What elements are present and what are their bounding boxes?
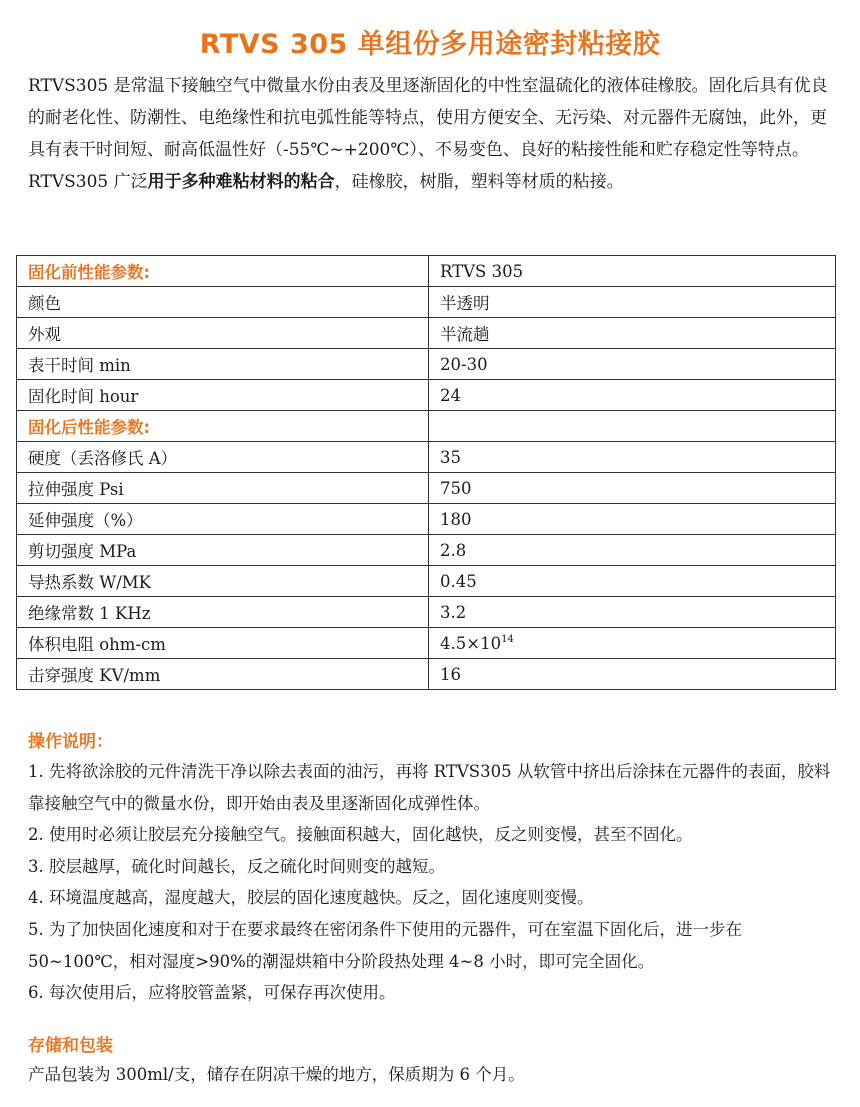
row-value: 半透明 — [429, 287, 836, 318]
row-value: 2.8 — [429, 535, 836, 566]
document-title: RTVS 305 单组份多用途密封粘接胶 — [199, 29, 661, 60]
row-label: 剪切强度 MPa — [17, 535, 429, 566]
post-cure-header-value — [429, 411, 836, 442]
table-row — [17, 628, 836, 659]
pre-cure-header-value: RTVS 305 — [429, 256, 836, 287]
row-value: 20-30 — [429, 349, 836, 380]
row-label: 表干时间 min — [17, 349, 429, 380]
intro-paragraph-1: RTVS305 是常温下接触空气中微量水份由表及里逐渐固化的中性室温硫化的液体硅橡胶。固化后具有优良的耐老化性、防潮性、电绝缘性和抗电弧性能等特点，使用方便安全、无污染、对元器件无腐蚀，此外，更具有表干时间短、耐高低温性好（-55℃~+200℃）、不易变色、良好的粘接性能和贮存稳定性等特点。 — [28, 76, 828, 160]
intro-section — [28, 70, 838, 198]
table-row — [17, 287, 836, 318]
operation-item: 1. 先将欲涂胶的元件清洗干净以除去表面的油污，再将 RTVS305 从软管中挤出后涂抹在元器件的表面，胶料靠接触空气中的微量水份，即开始由表及里逐渐固化成弹性体。 — [28, 762, 831, 813]
resistivity-base: 4.5×10 — [440, 633, 502, 653]
table-row — [17, 442, 836, 473]
storage-text: 产品包装为 300ml/支，储存在阴凉干燥的地方，保质期为 6 个月。 — [28, 1065, 525, 1084]
table-row — [17, 504, 836, 535]
operation-heading: 操作说明： — [28, 732, 113, 752]
pre-cure-header: 固化前性能参数: — [17, 256, 429, 287]
row-label: 击穿强度 KV/mm — [17, 659, 429, 690]
row-value: 0.45 — [429, 566, 836, 597]
table-row — [17, 535, 836, 566]
table-row — [17, 566, 836, 597]
row-value: 3.2 — [429, 597, 836, 628]
operation-item: 6. 每次使用后，应将胶管盖紧，可保存再次使用。 — [28, 983, 396, 1003]
table-row — [17, 659, 836, 690]
intro-paragraph-2 — [28, 166, 838, 198]
row-value: 35 — [429, 442, 836, 473]
row-value: 750 — [429, 473, 836, 504]
intro-p2-prefix: RTVS305 广泛 — [28, 172, 148, 192]
operation-item: 4. 环境温度越高，湿度越大，胶层的固化速度越快。反之，固化速度则变慢。 — [28, 888, 594, 908]
table-row — [17, 411, 836, 442]
row-label: 体积电阻 ohm-cm — [17, 628, 429, 659]
row-value: 半流趟 — [429, 318, 836, 349]
row-label: 延伸强度（%） — [17, 504, 429, 535]
operation-item: 3. 胶层越厚，硫化时间越长，反之硫化时间则变的越短。 — [28, 856, 445, 876]
operation-list — [28, 756, 840, 1009]
intro-p2-bold: 用于多种难粘材料的粘合 — [147, 172, 335, 192]
storage-heading: 存储和包装 — [28, 1036, 113, 1056]
row-label: 颜色 — [17, 287, 429, 318]
table-row — [17, 597, 836, 628]
resistivity-exponent: 14 — [501, 633, 514, 645]
row-label: 固化时间 hour — [17, 380, 429, 411]
intro-p2-suffix: ，硅橡胶，树脂，塑料等材质的粘接。 — [334, 172, 624, 192]
row-label: 外观 — [17, 318, 429, 349]
row-value: 16 — [429, 659, 836, 690]
spec-table — [16, 255, 836, 690]
table-row — [17, 318, 836, 349]
operation-item: 2. 使用时必须让胶层充分接触空气。接触面积越大，固化越快，反之则变慢，甚至不固化。 — [28, 825, 693, 845]
table-row — [17, 473, 836, 504]
table-row — [17, 256, 836, 287]
row-value: 180 — [429, 504, 836, 535]
table-row — [17, 349, 836, 380]
row-value — [429, 628, 836, 659]
row-label: 拉伸强度 Psi — [17, 473, 429, 504]
table-row — [17, 380, 836, 411]
operation-item: 5. 为了加快固化速度和对于在要求最终在密闭条件下使用的元器件，可在室温下固化后，进一步在 50~100℃，相对湿度>90%的潮湿烘箱中分阶段热处理 4~8 小时，即可完全固化。 — [28, 919, 742, 971]
row-label: 导热系数 W/MK — [17, 566, 429, 597]
row-value: 24 — [429, 380, 836, 411]
row-label: 硬度（丢洛修氏 A） — [17, 442, 429, 473]
row-label: 绝缘常数 1 KHz — [17, 597, 429, 628]
post-cure-header: 固化后性能参数: — [17, 411, 429, 442]
